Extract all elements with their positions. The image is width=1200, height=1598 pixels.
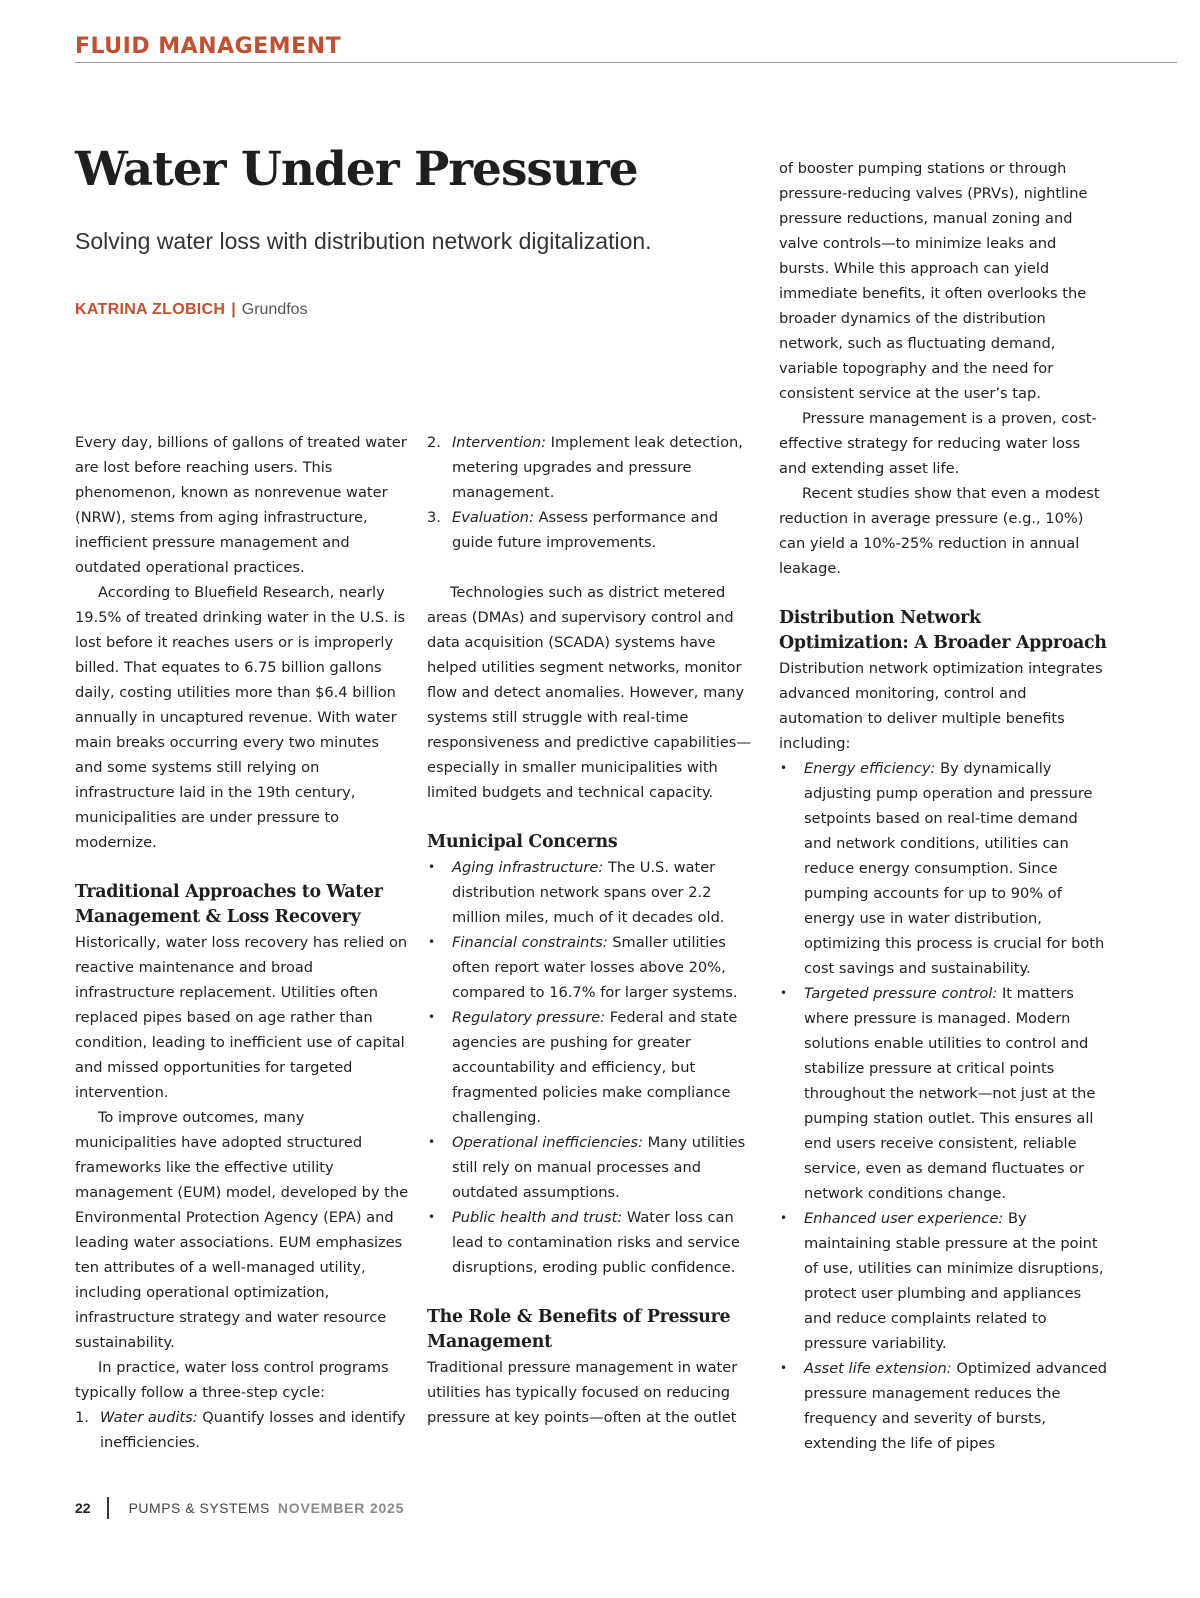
numbered-list xyxy=(427,430,762,555)
paragraph: Traditional pressure management in water utilities has typically focused on reducing pressure at key points—often at the outlet xyxy=(427,1359,738,1426)
list-item-term: Targeted pressure control: xyxy=(804,985,998,1002)
list-item-text: Many utilities still rely on manual processes and outdated assumptions. xyxy=(452,1134,746,1201)
list-item xyxy=(427,855,762,930)
list-item-term: Evaluation: xyxy=(452,509,534,526)
list-item xyxy=(75,1405,410,1455)
paragraph: Distribution network optimization integrates advanced monitoring, control and automation to deliver multiple benefits including: xyxy=(779,660,1103,752)
list-item xyxy=(779,1206,1109,1356)
list-item-text: By maintaining stable pressure at the point of use, utilities can minimize disruptions, protect user plumbing and appliances and reduce complaints related to pressure variability. xyxy=(804,1210,1104,1352)
list-item-text: Quantify losses and identify inefficiencies. xyxy=(100,1409,406,1451)
list-item xyxy=(427,505,762,555)
paragraph: To improve outcomes, many municipalities have adopted structured frameworks like the effective utility management (EUM) model, developed by the Environmental Protection Agency (EPA) and leading water associations. EUM emphasizes ten attributes of a well-managed utility, including operational optimization, infrastructure strategy and water resource sustainability. xyxy=(75,1109,409,1351)
article-subtitle: Solving water loss with distribution network digitalization. xyxy=(75,228,652,254)
bullet-list xyxy=(427,855,762,1280)
list-item-text: It matters where pressure is managed. Modern solutions enable utilities to control and stabilize pressure at critical points throughout the network—not just at the pumping station outlet. This ensures all end users receive consistent, reliable service, even as demand fluctuates or network conditions change. xyxy=(804,985,1096,1202)
paragraph: Every day, billions of gallons of treated water are lost before reaching users. This phenomenon, known as nonrevenue water (NRW), stems from aging infrastructure, inefficient pressure management and outdated operational practices. xyxy=(75,434,407,576)
article-title: Water Under Pressure xyxy=(75,142,638,197)
section-heading: The Role & Benefits of Pressure Management xyxy=(427,1307,731,1352)
page-footer xyxy=(75,1497,404,1519)
list-number: 2. xyxy=(427,434,441,451)
list-item-text: Federal and state agencies are pushing for greater accountability and efficiency, but fragmented policies make compliance challenging. xyxy=(452,1009,738,1126)
paragraph: According to Bluefield Research, nearly 19.5% of treated drinking water in the U.S. is lost before it reaches users or is improperly billed. That equates to 6.75 billion gallons daily, costing utilities more than $6.4 billion annually in uncaptured revenue. With water main breaks occurring every two minutes and some systems still relying on infrastructure laid in the 19th century, municipalities are under pressure to modernize. xyxy=(75,584,406,851)
page-number: 22 xyxy=(75,1500,91,1516)
bullet-icon: • xyxy=(780,1211,788,1225)
list-item xyxy=(427,1130,762,1205)
list-number: 1. xyxy=(75,1409,89,1426)
list-item xyxy=(427,430,762,505)
list-item-term: Energy efficiency: xyxy=(804,760,936,777)
column-3 xyxy=(779,156,1109,1456)
author-organization: Grundfos xyxy=(241,301,308,318)
bullet-icon: • xyxy=(780,1361,788,1375)
bullet-icon: • xyxy=(428,1135,436,1149)
author-name: KATRINA ZLOBICH xyxy=(75,301,226,318)
list-item-term: Public health and trust: xyxy=(452,1209,623,1226)
magazine-name: PUMPS & SYSTEMS xyxy=(128,1500,270,1516)
byline-separator: | xyxy=(231,301,236,318)
list-item xyxy=(779,1356,1109,1456)
paragraph: Technologies such as district metered areas (DMAs) and supervisory control and data acquisition (SCADA) systems have helped utilities segment networks, monitor flow and detect anomalies. However, many systems still struggle with real-time responsiveness and predictive capabilities—especially in smaller municipalities with limited budgets and technical capacity. xyxy=(427,584,751,801)
bullet-icon: • xyxy=(428,1010,436,1024)
list-item-text: Water loss can lead to contamination risks and service disruptions, eroding public confidence. xyxy=(452,1209,740,1276)
issue-date: NOVEMBER 2025 xyxy=(277,1500,405,1516)
paragraph: Recent studies show that even a modest reduction in average pressure (e.g., 10%) can yield a 10%-25% reduction in annual leakage. xyxy=(779,485,1100,577)
list-item-term: Aging infrastructure: xyxy=(452,859,604,876)
list-item-term: Regulatory pressure: xyxy=(452,1009,606,1026)
list-item-text: Implement leak detection, metering upgrades and pressure management. xyxy=(452,434,743,501)
list-item xyxy=(427,1205,762,1280)
column-2 xyxy=(427,430,762,1430)
list-item xyxy=(779,981,1109,1206)
paragraph: Pressure management is a proven, cost-effective strategy for reducing water loss and extending asset life. xyxy=(779,410,1097,477)
list-item-term: Enhanced user experience: xyxy=(804,1210,1004,1227)
numbered-list xyxy=(75,1405,410,1455)
list-item-text: The U.S. water distribution network spans over 2.2 million miles, much of it decades old. xyxy=(452,859,725,926)
list-item-term: Operational inefficiencies: xyxy=(452,1134,644,1151)
bullet-icon: • xyxy=(780,986,788,1000)
list-item-term: Water audits: xyxy=(100,1409,198,1426)
bullet-icon: • xyxy=(428,1210,436,1224)
section-label: FLUID MANAGEMENT xyxy=(75,34,342,59)
section-heading: Municipal Concerns xyxy=(427,832,618,852)
list-number: 3. xyxy=(427,509,441,526)
paragraph: Historically, water loss recovery has relied on reactive maintenance and broad infrastructure replacement. Utilities often replaced pipes based on age rather than condition, leading to inefficient use of capital and missed opportunities for targeted intervention. xyxy=(75,934,408,1101)
paragraph: In practice, water loss control programs typically follow a three-step cycle: xyxy=(75,1359,389,1401)
list-item-text: By dynamically adjusting pump operation and pressure setpoints based on real-time demand and network conditions, utilities can reduce energy consumption. Since pumping accounts for up to 90% of energy use in water distribution, optimizing this process is crucial for both cost savings and sustainability. xyxy=(804,760,1105,977)
paragraph: of booster pumping stations or through pressure-reducing valves (PRVs), nightline pressure reductions, manual zoning and valve controls—to minimize leaks and bursts. While this approach can yield immediate benefits, it often overlooks the broader dynamics of the distribution network, such as fluctuating demand, variable topography and the need for consistent service at the user’s tap. xyxy=(779,160,1088,402)
list-item xyxy=(427,930,762,1005)
bullet-icon: • xyxy=(428,860,436,874)
header-divider xyxy=(75,62,1177,63)
footer-divider xyxy=(107,1497,109,1519)
list-item-text: Smaller utilities often report water losses above 20%, compared to 16.7% for larger systems. xyxy=(452,934,738,1001)
list-item xyxy=(427,1005,762,1130)
bullet-icon: • xyxy=(428,935,436,949)
list-item-term: Intervention: xyxy=(452,434,546,451)
column-1 xyxy=(75,430,410,1455)
bullet-list xyxy=(779,756,1109,1456)
list-item-text: Optimized advanced pressure management reduces the frequency and severity of bursts, extending the life of pipes xyxy=(804,1360,1107,1452)
list-item-term: Asset life extension: xyxy=(804,1360,952,1377)
bullet-icon: • xyxy=(780,761,788,775)
list-item-term: Financial constraints: xyxy=(452,934,608,951)
byline xyxy=(75,301,308,319)
section-heading: Traditional Approaches to Water Management & Loss Recovery xyxy=(75,882,383,927)
list-item xyxy=(779,756,1109,981)
section-heading: Distribution Network Optimization: A Broader Approach xyxy=(779,608,1107,653)
list-item-text: Assess performance and guide future improvements. xyxy=(452,509,719,551)
